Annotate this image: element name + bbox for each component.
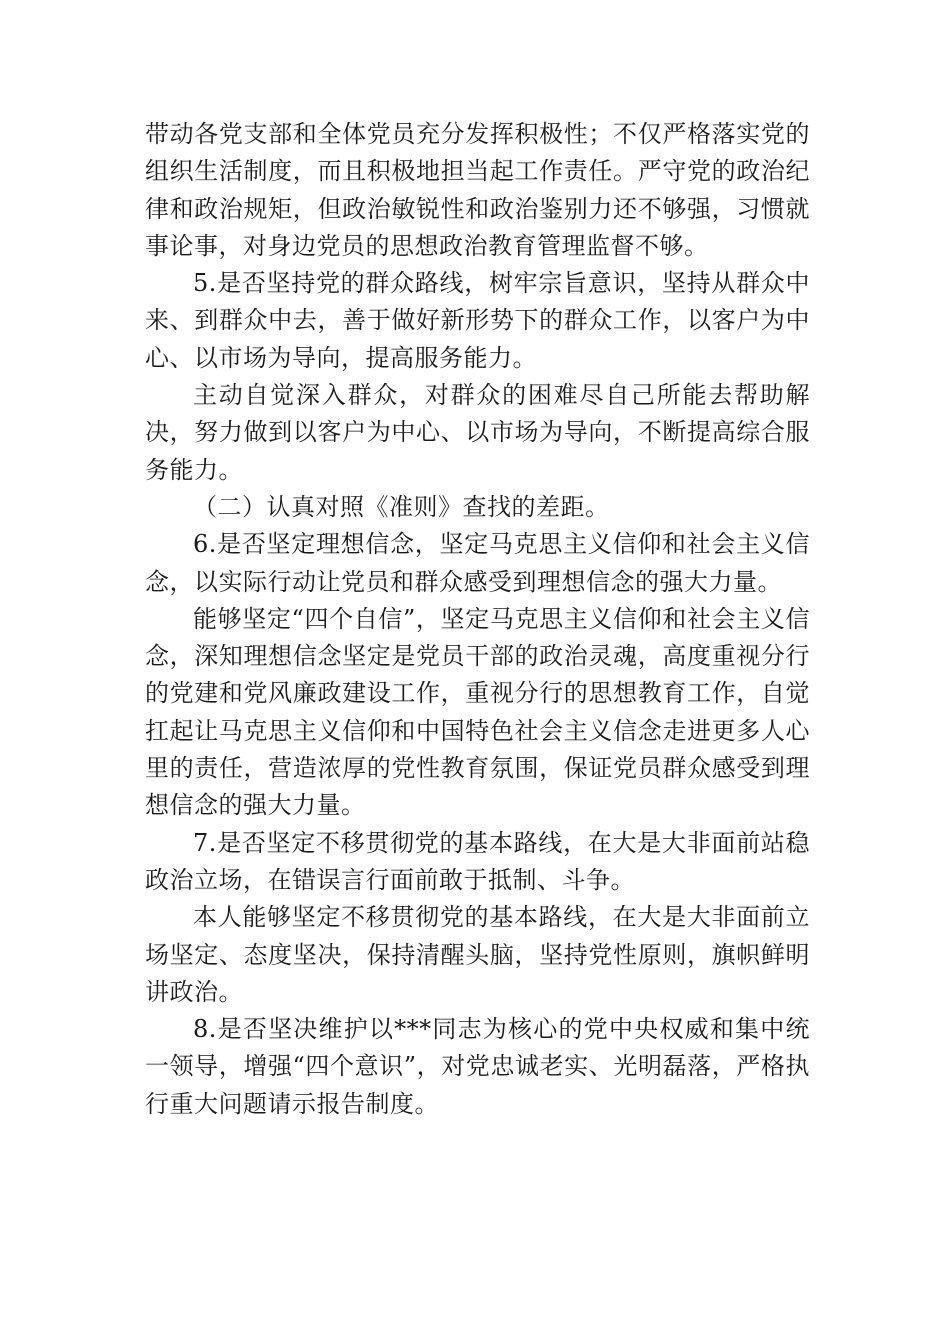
paragraph-9: 8.是否坚决维护以***同志为核心的党中央权威和集中统一领导，增强“四个意识”，对党忠诚老实、光明磊落，严格执行重大问题请示报告制度。 [145,1015,810,1118]
paragraph-2: 5.是否坚持党的群众路线，树牢宗旨意识，坚持从群众中来、到群众中去，善于做好新形势下的群众工作，以客户为中心、以市场为导向，提高服务能力。 [145,269,810,372]
section-heading: （二）认真对照《准则》查找的差距。 [193,492,610,521]
paragraph-6: 能够坚定“四个自信”，坚定马克思主义信仰和社会主义信念，深知理想信念坚定是党员干部的政治灵魂，高度重视分行的党建和党风廉政建设工作，重视分行的思想教育工作，自觉扛起让马克思主义信仰和中国特色社会主义信念走进更多人心里的责任，营造浓厚的党性教育氛围，保证党员群众感受到理想信念的强大力量。 [145,604,810,820]
paragraph-5: 6.是否坚定理想信念，坚定马克思主义信仰和社会主义信念，以实际行动让党员和群众感受到理想信念的强大力量。 [145,530,810,596]
document-body [145,116,810,1123]
paragraph-3: 主动自觉深入群众，对群众的困难尽自己所能去帮助解决，努力做到以客户为中心、以市场为导向，不断提高综合服务能力。 [145,381,810,484]
paragraph-8: 本人能够坚定不移贯彻党的基本路线，在大是大非面前立场坚定、态度坚决，保持清醒头脑，坚持党性原则，旗帜鲜明讲政治。 [145,903,810,1006]
paragraph-1: 带动各党支部和全体党员充分发挥积极性；不仅严格落实党的组织生活制度，而且积极地担当起工作责任。严守党的政治纪律和政治规矩，但政治敏锐性和政治鉴别力还不够强，习惯就事论事，对身边党员的思想政治教育管理监督不够。 [145,120,810,260]
paragraph-7: 7.是否坚定不移贯彻党的基本路线，在大是大非面前站稳政治立场，在错误言行面前敢于抵制、斗争。 [145,828,810,894]
